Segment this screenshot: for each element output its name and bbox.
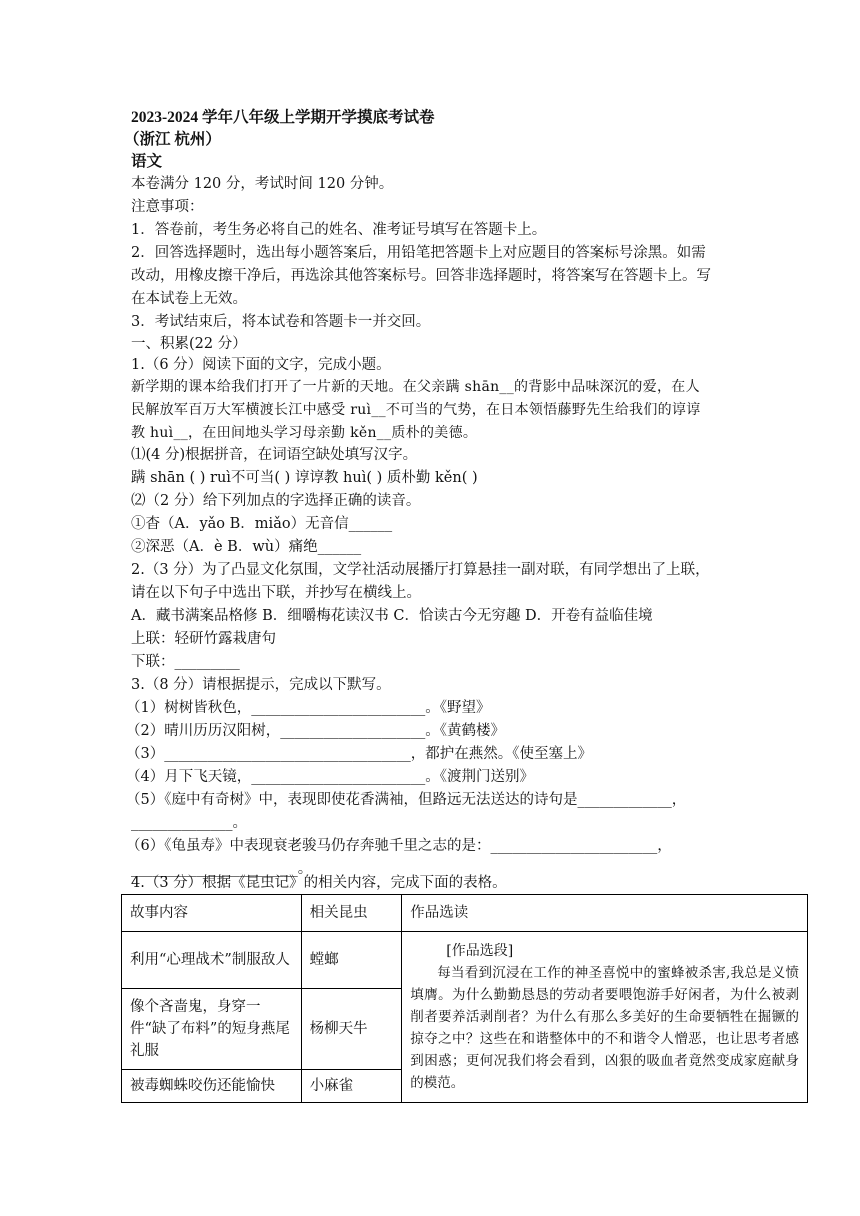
q1-sub2-item-b: ②深恶（A．è B．wù）痛绝______ — [131, 539, 362, 555]
q2-stem-line-2: 请在以下句子中选出下联，并抄写在横线上。 — [131, 585, 421, 601]
q1-passage-line-3: 教 huì__，在田间地头学习母亲勤 kěn__质朴的美德。 — [131, 425, 478, 441]
insect-table — [121, 894, 808, 1103]
notice-item-2-line-1: 2．回答选择题时，选出每小题答案后，用铅笔把答题卡上对应题目的答案标号涂黑。如需 — [131, 245, 706, 261]
notice-item-2-line-3: 在本试卷上无效。 — [131, 291, 247, 307]
q3-item-3: （3）__________________________________，都护在燕然。《使至塞上》 — [126, 746, 592, 762]
q1-passage-line-1: 新学期的课本给我们打开了一片新的天地。在父亲蹒 shān__的背影中品味深沉的爱，在人 — [131, 379, 700, 395]
q1-sub2-item-a: ①杳（A．yǎo B．miǎo）无音信______ — [131, 516, 393, 532]
q3-item-5-line-1: （5）《庭中有奇树》中，表现即使花香满袖，但路远无法送达的诗句是_____________， — [126, 792, 687, 808]
story-cell: 被毒蜘蛛咬伤还能愉快 — [122, 1070, 302, 1103]
notice-label: 注意事项： — [131, 199, 204, 215]
q1-sub1-stem: ⑴(4 分)根据拼音，在词语空缺处填写汉字。 — [131, 447, 418, 463]
exam-region: （浙江 杭州） — [124, 131, 221, 148]
q2-options: A．藏书满案品格修 B．细嚼梅花读汉书 C．恰读古今无穷趣 D．开卷有益临佳境 — [131, 608, 653, 624]
q2-stem-line-1: 2.（3 分）为了凸显文化氛围，文学社活动展播厅打算悬挂一副对联，有同学想出了上联， — [131, 562, 710, 578]
notice-item-1: 1．答卷前，考生务必将自己的姓名、准考证号填写在答题卡上。 — [131, 222, 547, 238]
q3-item-6-line-1: （6）《龟虽寿》中表现衰老骏马仍存奔驰千里之志的是：_______________________， — [126, 838, 672, 854]
insect-cell: 螳螂 — [301, 932, 402, 989]
q3-item-1: （1）树树皆秋色，________________________。《野望》 — [126, 700, 491, 716]
score-line: 本卷满分 120 分，考试时间 120 分钟。 — [131, 176, 394, 192]
story-cell: 像个吝啬鬼，身穿一件“缺了布料”的短身燕尾礼服 — [122, 989, 302, 1070]
insect-cell: 小麻雀 — [301, 1070, 402, 1103]
q1-stem: 1.（6 分）阅读下面的文字，完成小题。 — [131, 357, 391, 373]
table-row — [122, 932, 808, 989]
q1-sub1-items: 蹒 shān ( ) ruì不可当( ) 谆谆教 huì( ) 质朴勤 kěn( ) — [131, 470, 478, 486]
notice-item-3: 3．考试结束后，将本试卷和答题卡一并交回。 — [131, 314, 431, 330]
q1-passage-line-2: 民解放军百万大军横渡长江中感受 ruì__不可当的气势，在日本领悟藤野先生给我们的谆谆 — [131, 402, 701, 418]
q3-stem: 3.（8 分）请根据提示，完成以下默写。 — [131, 677, 391, 693]
table-header: 故事内容 — [122, 895, 302, 932]
q1-sub2-stem: ⑵（2 分）给下列加点的字选择正确的读音。 — [131, 493, 421, 509]
excerpt-tag: [作品选段] — [446, 943, 514, 959]
excerpt-text: 每当看到沉浸在工作的神圣喜悦中的蜜蜂被杀害,我总是义愤填膺。为什么勤勤恳恳的劳动者要喂饱游手好闲者，为什么被剥削者要养活剥削者？为什么有那么多美好的生命要牺牲在掘镢的掠夺之中？这些在和谐整体中的不和谐令人憎恶，也让思考者感到困惑；更何况我们将会看到，凶狠的吸血者竟然变成家庭献身的模范。 — [410, 965, 799, 1091]
notice-item-2-line-2: 改动，用橡皮擦干净后，再选涂其他答案标号。回答非选择题时，将答案写在答题卡上。写 — [131, 268, 711, 284]
q3-item-5-line-2: ______________。 — [131, 815, 247, 831]
q3-item-2: （2）晴川历历汉阳树，____________________。《黄鹤楼》 — [126, 723, 505, 739]
table-header: 作品选读 — [402, 895, 808, 932]
insect-cell: 杨柳天牛 — [301, 989, 402, 1070]
exam-title: 2023-2024 学年八年级上学期开学摸底考试卷 — [131, 109, 435, 126]
excerpt-cell — [402, 932, 808, 1103]
table-header: 相关昆虫 — [301, 895, 402, 932]
q2-upper-couplet: 上联：轻研竹露栽唐句 — [131, 631, 276, 647]
q3-item-6-line-2: _______________________。 — [131, 861, 313, 877]
exam-subject: 语文 — [131, 153, 163, 170]
q2-lower-couplet: 下联：_________ — [131, 654, 240, 670]
table-header-row — [122, 895, 808, 932]
q4-stem: 4.（3 分）根据《昆虫记》的相关内容，完成下面的表格。 — [131, 875, 507, 891]
story-cell: 利用“心理战术”制服敌人 — [122, 932, 302, 989]
q3-item-4: （4）月下飞天镜，________________________。《渡荆门送别》 — [126, 769, 534, 785]
section-heading: 一、积累(22 分） — [131, 336, 247, 352]
